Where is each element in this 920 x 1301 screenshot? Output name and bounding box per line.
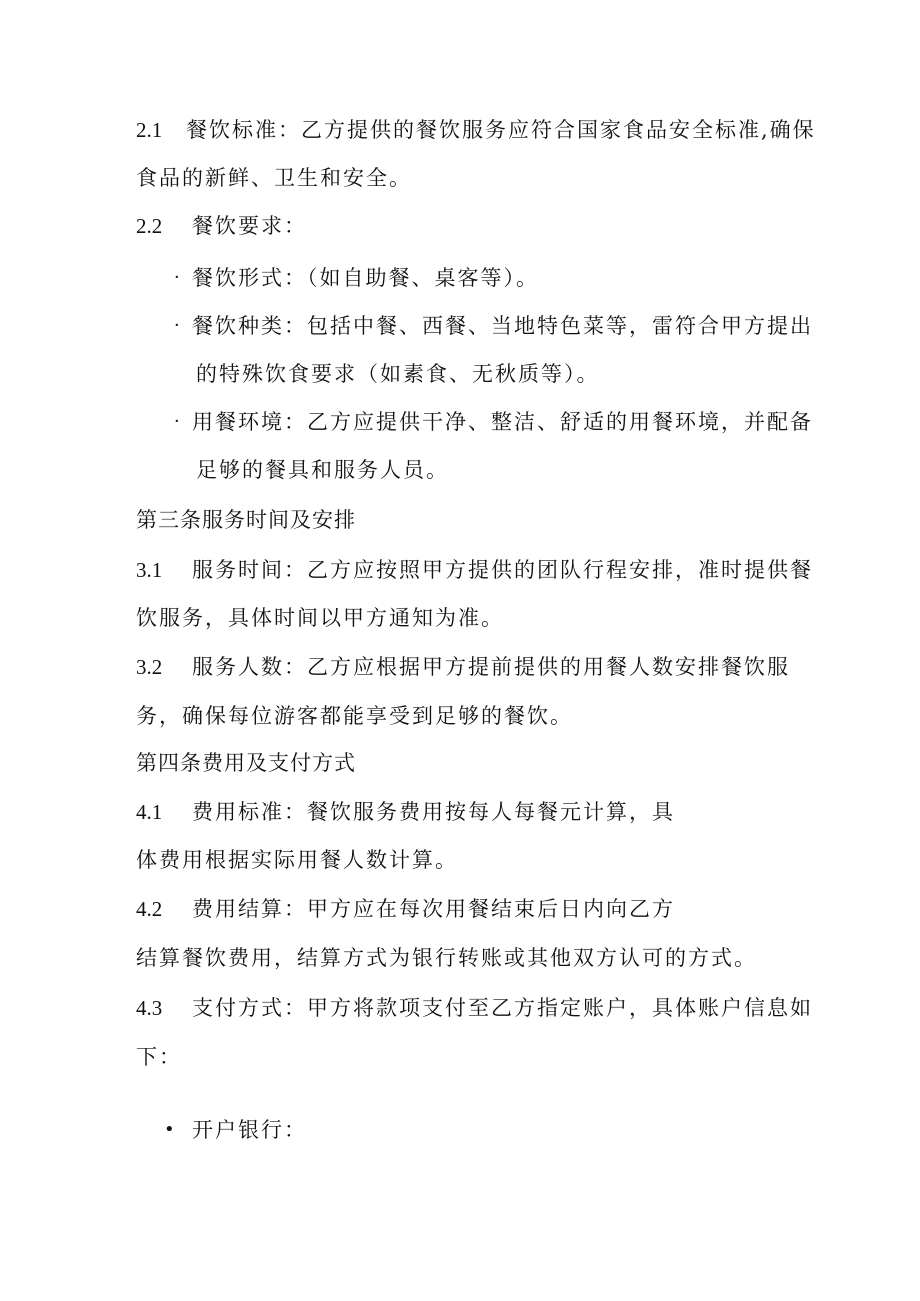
item-number: 3.1: [136, 558, 163, 582]
item-number: 4.3: [136, 996, 163, 1020]
item-number: 3.2: [136, 655, 163, 679]
paragraph-line: 下：: [136, 1045, 182, 1069]
item-number: 4.1: [136, 800, 163, 824]
bullet-dot: •: [164, 1119, 175, 1140]
bullet-text: 用餐环境：乙方应提供干净、整洁、舒适的用餐环境，并配备: [192, 410, 813, 434]
bullet-dot: ·: [174, 315, 180, 336]
paragraph-line: 食品的新鲜、卫生和安全。: [136, 166, 412, 190]
item-number: 4.2: [136, 897, 163, 921]
bullet-text: 餐饮形式：（如自助餐、桌客等）。: [192, 266, 539, 290]
paragraph-line: 服务人数：乙方应根据甲方提前提供的用餐人数安排餐饮服: [192, 655, 790, 679]
section-heading: 第三条服务时间及安排: [136, 508, 356, 532]
paragraph-line: 餐饮标准：乙方提供的餐饮服务应符合国家食品安全标准,确保: [186, 118, 816, 142]
paragraph-line: 体费用根据实际用餐人数计算。: [136, 848, 458, 872]
bullet-text: 开户银行：: [192, 1118, 307, 1142]
paragraph-line: 务，确保每位游客都能享受到足够的餐饮。: [136, 704, 573, 728]
paragraph-line: 服务时间：乙方应按照甲方提供的团队行程安排，准时提供餐: [192, 558, 813, 582]
paragraph-line: 费用标准：餐饮服务费用按每人每餐元计算，具: [192, 800, 675, 824]
paragraph-line: 餐饮要求：: [192, 214, 307, 238]
paragraph-line: 饮服务，具体时间以甲方通知为准。: [136, 606, 504, 630]
bullet-text: 餐饮种类：包括中餐、西餐、当地特色菜等，雷符合甲方提出: [192, 314, 813, 338]
item-number: 2.2: [136, 214, 163, 238]
item-number: 2.1: [136, 118, 163, 142]
bullet-dot: ·: [174, 411, 180, 432]
paragraph-line: 支付方式：甲方将款项支付至乙方指定账户，具体账户信息如: [192, 996, 813, 1020]
paragraph-line: 结算餐饮费用，结算方式为银行转账或其他双方认可的方式。: [136, 946, 757, 970]
bullet-text: 的特殊饮食要求（如素食、无秋质等）。: [196, 362, 600, 386]
bullet-dot: ·: [174, 267, 180, 288]
section-heading: 第四条费用及支付方式: [136, 751, 356, 775]
bullet-text: 足够的餐具和服务人员。: [196, 458, 449, 482]
paragraph-line: 费用结算：甲方应在每次用餐结束后日内向乙方: [192, 897, 675, 921]
